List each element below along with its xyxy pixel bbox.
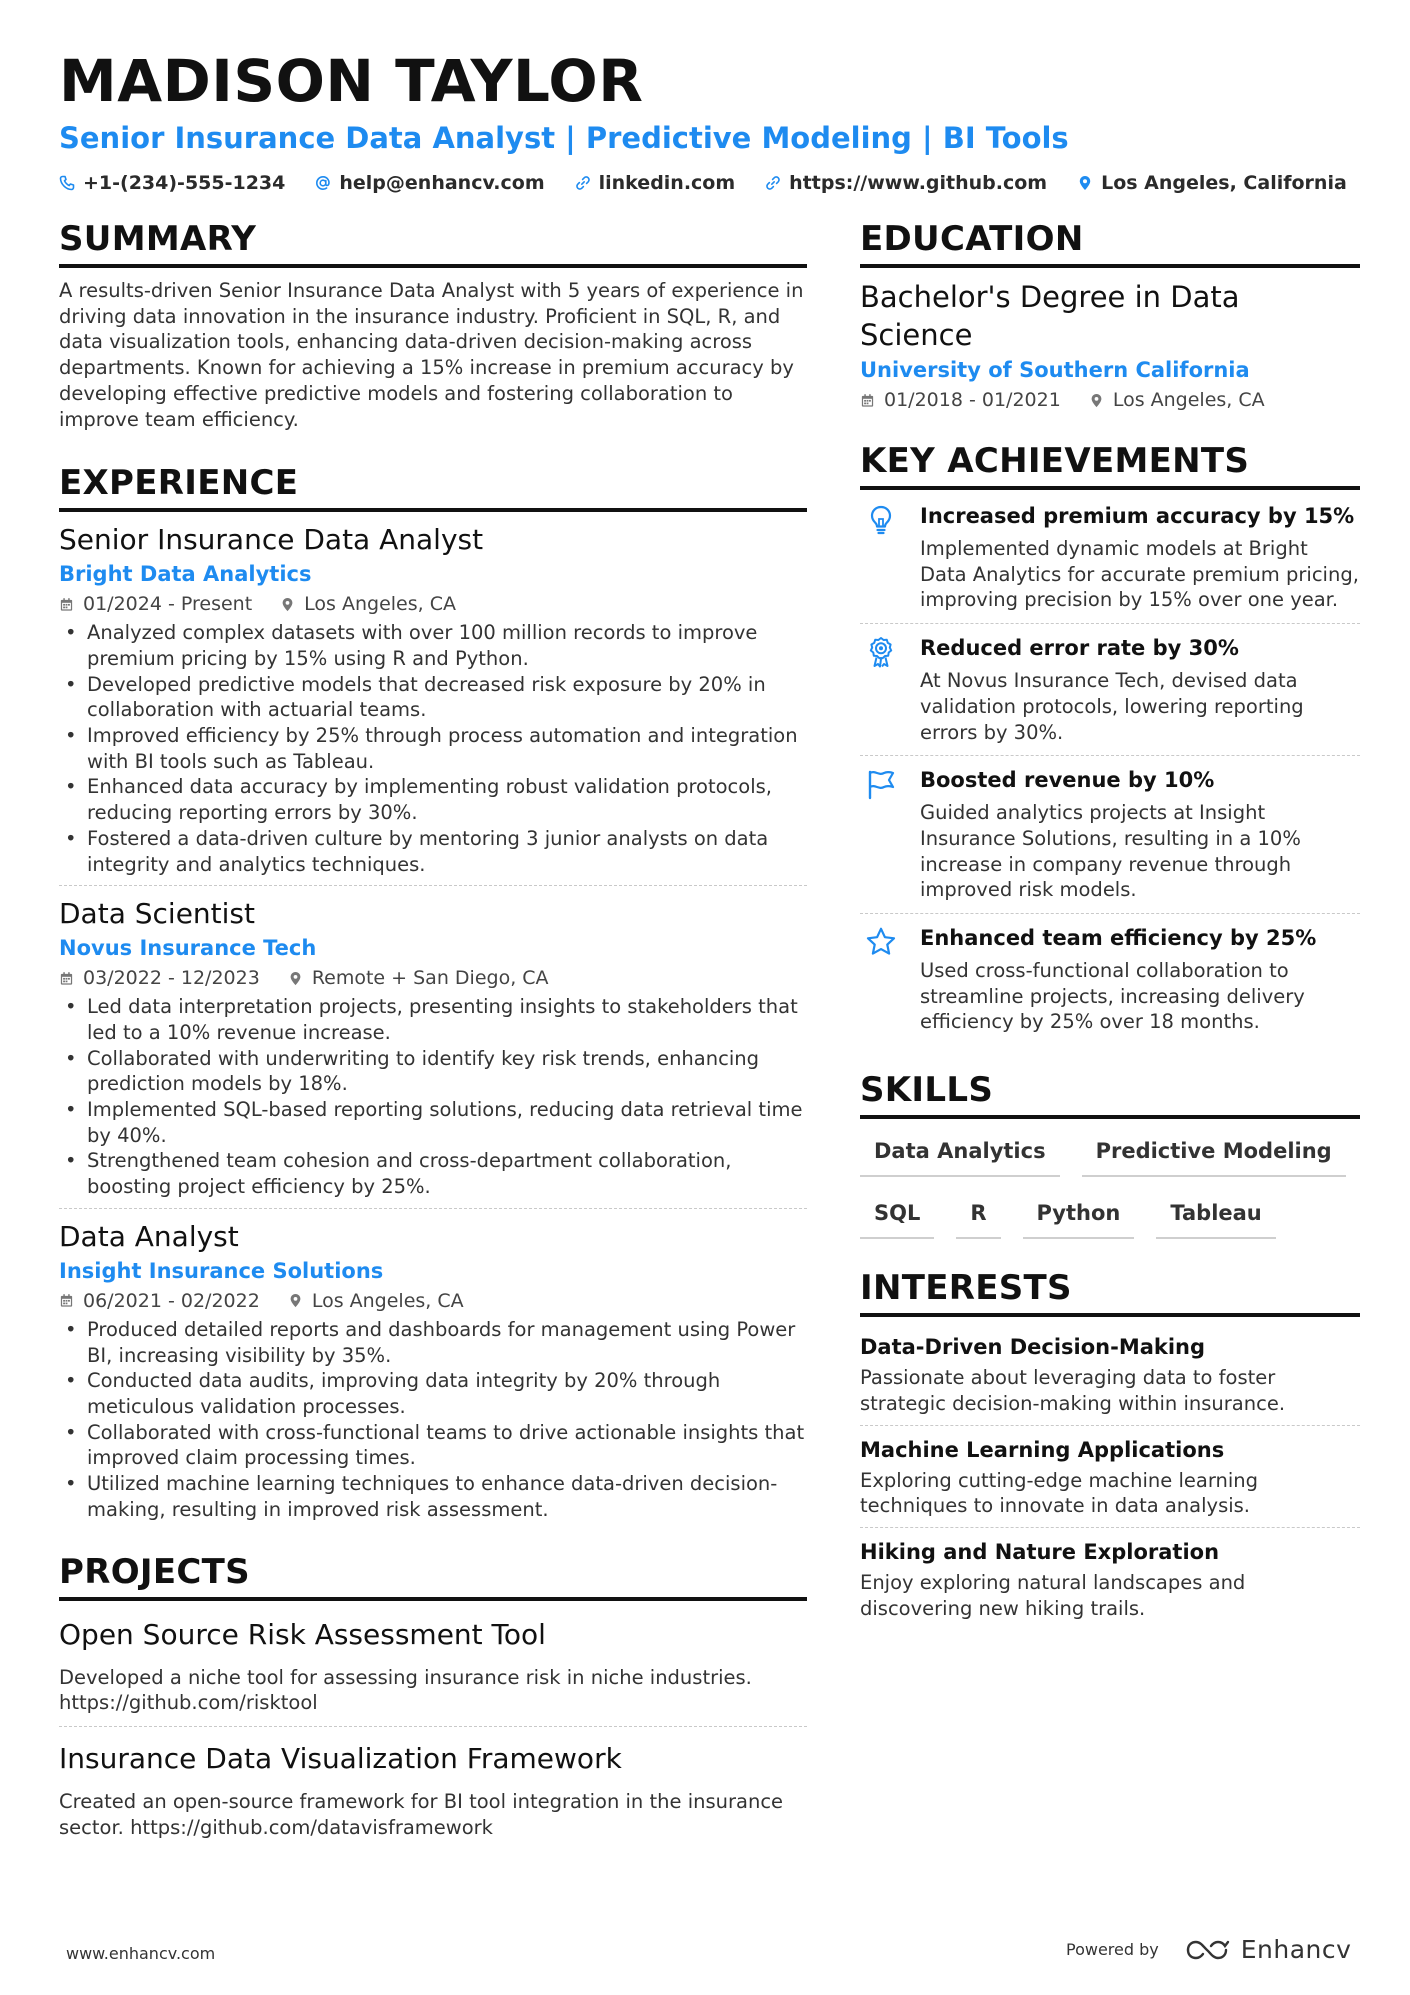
interest-text: Enjoy exploring natural landscapes and discovering new hiking trails. bbox=[860, 1570, 1246, 1620]
job-title: Senior Insurance Data Analyst bbox=[59, 523, 484, 557]
job-company: Novus Insurance Tech bbox=[59, 936, 317, 961]
contact-github[interactable] bbox=[765, 172, 1047, 194]
job-bullets bbox=[59, 620, 807, 877]
contact-linkedin-text: linkedin.com bbox=[598, 172, 736, 194]
experience-heading: EXPERIENCE bbox=[59, 462, 807, 512]
job-meta bbox=[59, 1289, 807, 1313]
achievement-icon-wrap bbox=[860, 502, 902, 613]
contact-location bbox=[1077, 172, 1347, 194]
job-bullet: • Analyzed complex datasets with over 100 million records to improve premium pricing by 15% using R and Python. bbox=[59, 620, 807, 671]
achievement-item bbox=[860, 492, 1360, 623]
contact-github-text: https://www.github.com bbox=[789, 172, 1048, 194]
interest-title: Hiking and Nature Exploration bbox=[860, 1539, 1220, 1564]
skills-section bbox=[860, 1069, 1360, 1239]
achievement-text: Guided analytics projects at Insight Insurance Solutions, resulting in a 10% increase in company revenue through improved risk models. bbox=[920, 801, 1301, 902]
job-bullet: • Collaborated with cross-functional teams to drive actionable insights that improved claim processing times. bbox=[59, 1420, 807, 1471]
candidate-name: MADISON TAYLOR bbox=[59, 47, 644, 115]
map-pin-icon bbox=[1089, 393, 1104, 408]
achievement-icon-wrap bbox=[860, 634, 902, 745]
job-dates-text: 01/2024 - Present bbox=[83, 593, 253, 616]
education-meta bbox=[860, 388, 1360, 412]
calendar-icon bbox=[59, 971, 74, 986]
achievement-body bbox=[920, 634, 1360, 745]
summary-section bbox=[59, 218, 807, 432]
experience-section bbox=[59, 462, 807, 1530]
flag-icon bbox=[865, 768, 897, 800]
projects-heading: PROJECTS bbox=[59, 1551, 807, 1601]
brand-logo[interactable] bbox=[1185, 1935, 1352, 1964]
job-location bbox=[288, 1289, 464, 1313]
calendar-icon bbox=[59, 1293, 74, 1308]
achievement-text: Used cross-functional collaboration to streamline projects, increasing delivery efficiency by 25% over 18 months. bbox=[920, 959, 1305, 1034]
education-location-text: Los Angeles, CA bbox=[1112, 389, 1265, 411]
job-location bbox=[280, 592, 456, 616]
right-column bbox=[860, 218, 1360, 1629]
calendar-icon bbox=[860, 393, 875, 408]
job-bullet: • Enhanced data accuracy by implementing robust validation protocols, reducing reporting errors by 30%. bbox=[59, 774, 807, 825]
job-location-text: Remote + San Diego, CA bbox=[311, 967, 549, 990]
achievement-body bbox=[920, 924, 1360, 1035]
summary-text: A results-driven Senior Insurance Data Analyst with 5 years of experience in driving data innovation in the insurance industry. Proficient in SQL, R, and data visualization tools, enhancing data-driven decision-making across departments. Known for achieving a 15% increase in premium accuracy by developing effective predictive models and fostering collaboration to improve team efficiency. bbox=[59, 279, 804, 431]
job-meta bbox=[59, 966, 807, 990]
candidate-tagline: Senior Insurance Data Analyst | Predictive Modeling | BI Tools bbox=[59, 121, 1069, 155]
achievement-body bbox=[920, 766, 1360, 903]
education-degree: Bachelor's Degree in Data Science bbox=[860, 280, 1240, 352]
summary-heading: SUMMARY bbox=[59, 218, 807, 268]
project-title: Insurance Data Visualization Framework bbox=[59, 1741, 622, 1775]
achievement-item bbox=[860, 913, 1360, 1045]
education-location bbox=[1089, 388, 1265, 412]
brand-name: Enhancv bbox=[1240, 1935, 1352, 1964]
job-bullet: • Developed predictive models that decreased risk exposure by 20% in collaboration with actuarial teams. bbox=[59, 672, 807, 723]
achievement-text: Implemented dynamic models at Bright Data Analytics for accurate premium pricing, improving precision by 15% over one year. bbox=[920, 537, 1359, 612]
project-entry bbox=[59, 1726, 807, 1850]
job-bullet: • Utilized machine learning techniques to enhance data-driven decision-making, resulting in improved risk assessment. bbox=[59, 1471, 807, 1522]
skill-tag: Python bbox=[1023, 1191, 1135, 1239]
achievement-title: Enhanced team efficiency by 25% bbox=[920, 926, 1317, 951]
contact-bar bbox=[59, 172, 1359, 194]
map-pin-icon bbox=[280, 597, 295, 612]
footer-branding bbox=[1066, 1935, 1351, 1964]
job-bullets bbox=[59, 994, 807, 1200]
link-icon bbox=[575, 175, 591, 191]
achievement-title: Reduced error rate by 30% bbox=[920, 636, 1239, 661]
job-bullet: • Conducted data audits, improving data integrity by 20% through meticulous validation processes. bbox=[59, 1368, 807, 1419]
projects-section bbox=[59, 1551, 807, 1851]
achievement-text: At Novus Insurance Tech, devised data validation protocols, lowering reporting errors by 30%. bbox=[920, 669, 1304, 744]
job-bullet: • Improved efficiency by 25% through process automation and integration with BI tools such as Tableau. bbox=[59, 723, 807, 774]
job-dates bbox=[59, 966, 260, 990]
map-pin-icon bbox=[1077, 175, 1093, 191]
job-bullet: • Fostered a data-driven culture by mentoring 3 junior analysts on data integrity and analytics techniques. bbox=[59, 826, 807, 877]
education-school: University of Southern California bbox=[860, 358, 1250, 382]
phone-icon bbox=[59, 175, 75, 191]
achievement-item bbox=[860, 623, 1360, 755]
job-bullet: • Strengthened team cohesion and cross-department collaboration, boosting project efficiency by 25%. bbox=[59, 1148, 807, 1199]
project-title: Open Source Risk Assessment Tool bbox=[59, 1617, 546, 1651]
left-column bbox=[59, 218, 807, 1850]
education-dates bbox=[860, 388, 1061, 412]
job-meta bbox=[59, 592, 807, 616]
skill-tag: Predictive Modeling bbox=[1082, 1129, 1346, 1177]
job-location-text: Los Angeles, CA bbox=[304, 593, 456, 616]
skill-tag: Data Analytics bbox=[860, 1129, 1060, 1177]
job-bullet: • Led data interpretation projects, presenting insights to stakeholders that led to a 10% revenue increase. bbox=[59, 994, 807, 1045]
project-entry bbox=[59, 1611, 807, 1726]
achievement-title: Increased premium accuracy by 15% bbox=[920, 504, 1355, 528]
contact-phone-text: +1-(234)-555-1234 bbox=[83, 172, 286, 194]
job-bullets bbox=[59, 1317, 807, 1523]
interest-title: Data-Driven Decision-Making bbox=[860, 1335, 1206, 1360]
interest-text: Exploring cutting-edge machine learning techniques to innovate in data analysis. bbox=[860, 1468, 1259, 1518]
job-title: Data Scientist bbox=[59, 897, 255, 931]
star-icon bbox=[865, 926, 897, 958]
job-company: Bright Data Analytics bbox=[59, 562, 312, 587]
contact-linkedin[interactable] bbox=[575, 172, 736, 194]
skills-heading: SKILLS bbox=[860, 1069, 1360, 1119]
award-ribbon-icon bbox=[865, 636, 897, 668]
interest-item bbox=[860, 1425, 1360, 1527]
job-dates bbox=[59, 592, 252, 616]
job-dates-text: 03/2022 - 12/2023 bbox=[83, 967, 260, 990]
achievement-title: Boosted revenue by 10% bbox=[920, 768, 1215, 793]
contact-location-text: Los Angeles, California bbox=[1101, 172, 1347, 194]
skills-list bbox=[860, 1129, 1360, 1239]
interests-heading: INTERESTS bbox=[860, 1267, 1360, 1317]
resume-header bbox=[59, 46, 1359, 194]
interest-item bbox=[860, 1327, 1360, 1424]
job-entry bbox=[59, 1208, 807, 1531]
map-pin-icon bbox=[288, 1293, 303, 1308]
job-entry bbox=[59, 522, 807, 885]
interest-title: Machine Learning Applications bbox=[860, 1437, 1225, 1462]
job-location bbox=[288, 966, 549, 990]
education-heading: EDUCATION bbox=[860, 218, 1360, 268]
job-bullet: • Collaborated with underwriting to identify key risk trends, enhancing prediction models by 18%. bbox=[59, 1046, 807, 1097]
job-title: Data Analyst bbox=[59, 1219, 239, 1253]
skill-tag: R bbox=[956, 1191, 1000, 1239]
link-icon bbox=[765, 175, 781, 191]
powered-by-label: Powered by bbox=[1066, 1940, 1159, 1959]
interest-text: Passionate about leveraging data to foster strategic decision-making within insurance. bbox=[860, 1366, 1286, 1415]
contact-email[interactable] bbox=[315, 172, 544, 194]
project-description: Created an open-source framework for BI tool integration in the insurance sector. https://github.com/datavisframework bbox=[59, 1789, 784, 1839]
job-bullet: • Produced detailed reports and dashboards for management using Power BI, increasing visibility by 35%. bbox=[59, 1317, 807, 1368]
at-sign-icon bbox=[315, 175, 331, 191]
achievement-item bbox=[860, 755, 1360, 913]
job-bullet: • Implemented SQL-based reporting solutions, reducing data retrieval time by 40%. bbox=[59, 1097, 807, 1148]
achievements-section bbox=[860, 440, 1360, 1045]
job-dates-text: 06/2021 - 02/2022 bbox=[83, 1289, 260, 1312]
footer-website[interactable]: www.enhancv.com bbox=[66, 1944, 216, 1963]
achievements-heading: KEY ACHIEVEMENTS bbox=[860, 440, 1360, 490]
enhancv-logo-icon bbox=[1185, 1938, 1231, 1962]
interest-item bbox=[860, 1527, 1360, 1629]
achievement-body bbox=[920, 502, 1360, 613]
job-company: Insight Insurance Solutions bbox=[59, 1258, 384, 1283]
interests-section bbox=[860, 1267, 1360, 1629]
education-dates-text: 01/2018 - 01/2021 bbox=[884, 389, 1061, 411]
job-entry bbox=[59, 885, 807, 1208]
achievement-icon-wrap bbox=[860, 924, 902, 1035]
achievement-icon-wrap bbox=[860, 766, 902, 903]
contact-phone[interactable] bbox=[59, 172, 285, 194]
skill-tag: SQL bbox=[860, 1191, 934, 1239]
calendar-icon bbox=[59, 597, 74, 612]
contact-email-text: help@enhancv.com bbox=[339, 172, 545, 194]
education-section bbox=[860, 218, 1360, 412]
lightbulb-icon bbox=[865, 504, 897, 536]
job-dates bbox=[59, 1289, 260, 1313]
job-location-text: Los Angeles, CA bbox=[311, 1289, 464, 1312]
project-description: Developed a niche tool for assessing insurance risk in niche industries. https://github.com/risktool bbox=[59, 1665, 752, 1715]
skill-tag: Tableau bbox=[1156, 1191, 1275, 1239]
map-pin-icon bbox=[288, 971, 303, 986]
